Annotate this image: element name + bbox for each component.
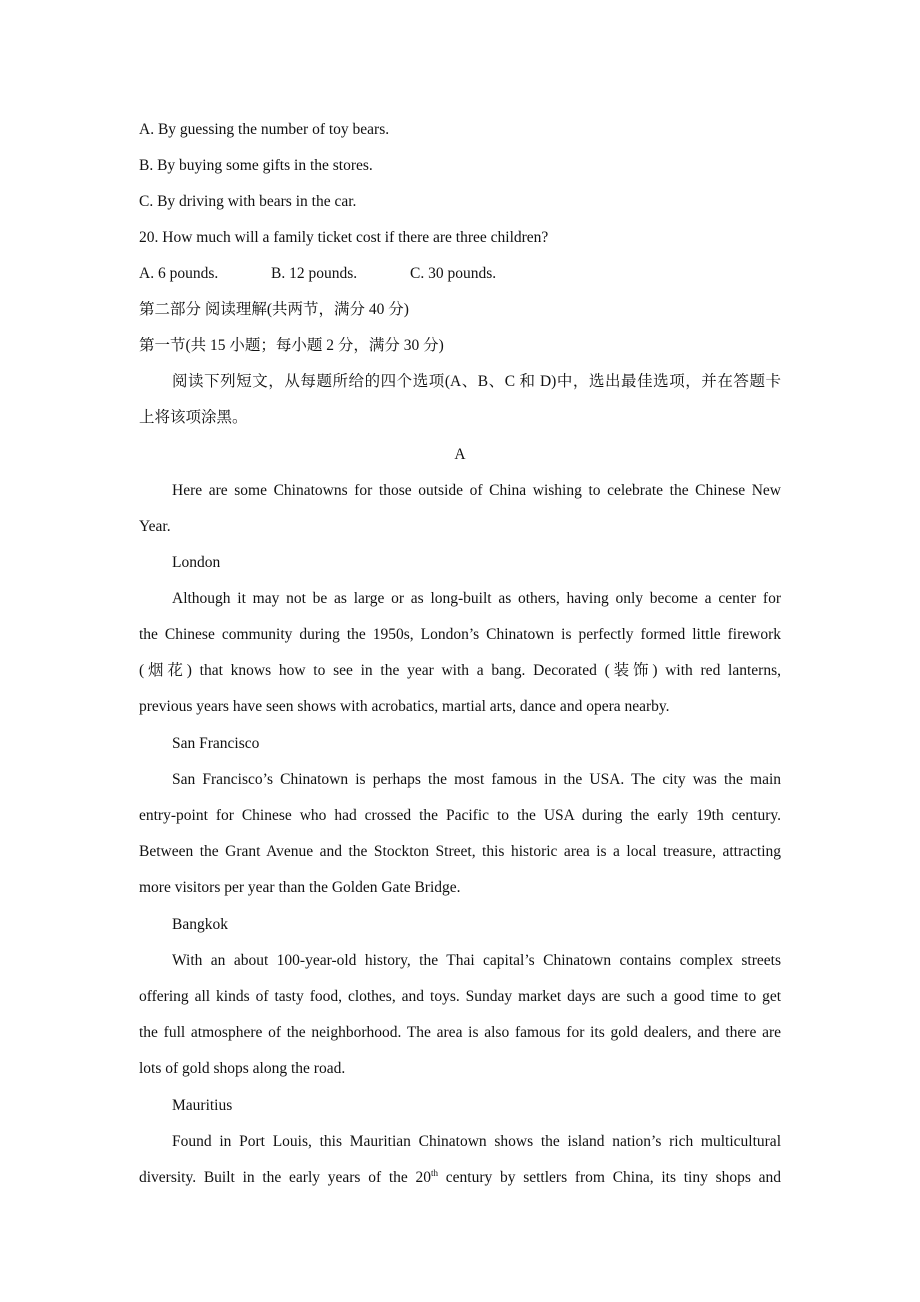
bangkok-line-1: With an about 100-year-old history, the Thai capital’s Chinatown contains complex streets [172, 952, 781, 969]
intro-line-2: Year. [139, 518, 171, 535]
london-line-4: previous years have seen shows with acrobatics, martial arts, dance and opera nearby. [139, 698, 670, 715]
instruction-line-1: 阅读下列短文，从每题所给的四个选项(A、B、C 和 D)中，选出最佳选项，并在答题卡 [172, 373, 781, 390]
q19-option-c: C. By driving with bears in the car. [139, 193, 357, 210]
london-line-1: Although it may not be as large or as long-built as others, having only become a center for [172, 590, 781, 607]
bangkok-line-4: lots of gold shops along the road. [139, 1060, 346, 1077]
q20-option-a: A. 6 pounds. [139, 265, 219, 282]
part-title: 第二部分 阅读理解(共两节，满分 40 分) [139, 301, 409, 318]
intro-line-1: Here are some Chinatowns for those outside of China wishing to celebrate the Chinese New [172, 482, 781, 499]
san-francisco-heading: San Francisco [172, 735, 260, 752]
q20-question: 20. How much will a family ticket cost if there are three children? [139, 229, 549, 246]
q20-option-c: C. 30 pounds. [410, 265, 497, 282]
san-francisco-line-2: entry-point for Chinese who had crossed the Pacific to the USA during the early 19th century. [139, 807, 781, 824]
q19-option-a: A. By guessing the number of toy bears. [139, 121, 390, 138]
mauritius-line-1: Found in Port Louis, this Mauritian Chinatown shows the island nation’s rich multicultural [172, 1133, 781, 1150]
subsection-title: 第一节(共 15 小题；每小题 2 分，满分 30 分) [139, 337, 444, 354]
passage-label: A [454, 446, 466, 463]
mauritius-line-2-post: century by settlers from China, its tiny shops and [438, 1169, 781, 1186]
mauritius-heading: Mauritius [172, 1097, 233, 1114]
mauritius-line-2 [139, 1168, 781, 1188]
bangkok-heading: Bangkok [172, 916, 228, 933]
bangkok-line-2: offering all kinds of tasty food, clothes, and toys. Sunday market days are such a good time to get [139, 988, 781, 1005]
london-line-3: (烟花) that knows how to see in the year with a bang. Decorated (装饰) with red lanterns, [139, 662, 781, 679]
london-line-2: the Chinese community during the 1950s, London’s Chinatown is perfectly formed little firework [139, 626, 781, 643]
mauritius-line-2-sup: th [431, 1168, 439, 1178]
instruction-line-2: 上将该项涂黑。 [139, 409, 248, 426]
london-heading: London [172, 554, 221, 571]
mauritius-line-2-pre: diversity. Built in the early years of the 20 [139, 1169, 432, 1186]
q20-options [139, 264, 496, 284]
san-francisco-line-3: Between the Grant Avenue and the Stockton Street, this historic area is a local treasure, attracting [139, 843, 781, 860]
san-francisco-line-1: San Francisco’s Chinatown is perhaps the most famous in the USA. The city was the main [172, 771, 781, 788]
q20-option-b: B. 12 pounds. [271, 265, 358, 282]
q19-option-b: B. By buying some gifts in the stores. [139, 157, 373, 174]
san-francisco-line-4: more visitors per year than the Golden Gate Bridge. [139, 879, 461, 896]
bangkok-line-3: the full atmosphere of the neighborhood. The area is also famous for its gold dealers, and there are [139, 1024, 781, 1041]
